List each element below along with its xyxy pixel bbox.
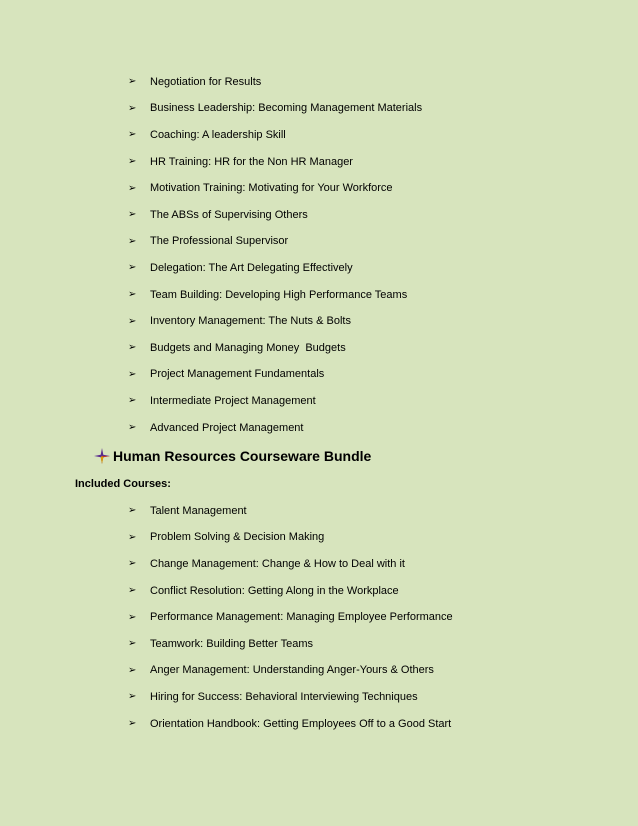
list-item-text: The ABSs of Supervising Others (150, 208, 308, 221)
list-item-text: Teamwork: Building Better Teams (150, 637, 314, 650)
list-item-text: Advanced Project Management (150, 421, 304, 434)
arrow-bullet-icon: ➢ (128, 156, 137, 168)
list-item (128, 335, 422, 362)
arrow-bullet-icon: ➢ (128, 262, 137, 274)
list-item-text: Anger Management: Understanding Anger-Yours & Others (150, 664, 434, 677)
list-item (128, 388, 422, 415)
list-item-text: Problem Solving & Decision Making (150, 531, 325, 544)
course-list-leadership (128, 69, 422, 441)
list-item-text: Project Management Fundamentals (150, 368, 325, 381)
list-item (128, 175, 422, 202)
arrow-bullet-icon: ➢ (128, 505, 137, 517)
arrow-bullet-icon: ➢ (128, 209, 137, 221)
list-item (128, 684, 453, 711)
course-list-hr (128, 498, 453, 737)
arrow-bullet-icon: ➢ (128, 129, 137, 141)
list-item (128, 578, 453, 605)
list-item-text: Change Management: Change & How to Deal with it (150, 557, 405, 570)
arrow-bullet-icon: ➢ (128, 638, 137, 650)
arrow-bullet-icon: ➢ (128, 76, 137, 88)
arrow-bullet-icon: ➢ (128, 368, 137, 380)
arrow-bullet-icon: ➢ (128, 289, 137, 301)
list-item (128, 604, 453, 631)
list-item-text: Orientation Handbook: Getting Employees Off to a Good Start (150, 717, 452, 730)
arrow-bullet-icon: ➢ (128, 422, 137, 434)
list-item-text: Negotiation for Results (150, 75, 262, 88)
list-item (128, 122, 422, 149)
list-item-text: Intermediate Project Management (150, 394, 316, 407)
list-item (128, 415, 422, 442)
list-item (128, 498, 453, 525)
list-item (128, 96, 422, 123)
list-item-text: Budgets and Managing Money Budgets (150, 341, 346, 354)
arrow-bullet-icon: ➢ (128, 315, 137, 327)
list-item-text: Conflict Resolution: Getting Along in the Workplace (150, 584, 399, 597)
arrow-bullet-icon: ➢ (128, 235, 137, 247)
arrow-bullet-icon: ➢ (128, 342, 137, 354)
list-item-text: Inventory Management: The Nuts & Bolts (150, 315, 351, 328)
list-item (128, 362, 422, 389)
list-item-text: Performance Management: Managing Employee Performance (150, 611, 453, 624)
included-courses-label: Included Courses: (75, 478, 171, 490)
list-item-text: Team Building: Developing High Performance Teams (150, 288, 408, 301)
list-item (128, 551, 453, 578)
arrow-bullet-icon: ➢ (128, 691, 137, 703)
list-item (128, 202, 422, 229)
list-item (128, 229, 422, 256)
four-point-star-icon (92, 446, 112, 466)
list-item (128, 658, 453, 685)
arrow-bullet-icon: ➢ (128, 718, 137, 730)
list-item-text: Coaching: A leadership Skill (150, 128, 286, 141)
list-item (128, 255, 422, 282)
list-item (128, 525, 453, 552)
section-title: Human Resources Courseware Bundle (113, 448, 372, 464)
arrow-bullet-icon: ➢ (128, 611, 137, 623)
section-heading (92, 446, 371, 466)
list-item (128, 631, 453, 658)
list-item (128, 711, 453, 738)
list-item-text: HR Training: HR for the Non HR Manager (150, 155, 353, 168)
list-item-text: Motivation Training: Motivating for Your Workforce (150, 182, 393, 195)
arrow-bullet-icon: ➢ (128, 395, 137, 407)
list-item-text: Hiring for Success: Behavioral Interviewing Techniques (150, 690, 418, 703)
list-item (128, 149, 422, 176)
list-item (128, 69, 422, 96)
arrow-bullet-icon: ➢ (128, 558, 137, 570)
arrow-bullet-icon: ➢ (128, 102, 137, 114)
arrow-bullet-icon: ➢ (128, 664, 137, 676)
list-item-text: Talent Management (150, 504, 247, 517)
arrow-bullet-icon: ➢ (128, 182, 137, 194)
list-item (128, 308, 422, 335)
arrow-bullet-icon: ➢ (128, 585, 137, 597)
list-item-text: Delegation: The Art Delegating Effectively (150, 261, 353, 274)
list-item (128, 282, 422, 309)
list-item-text: The Professional Supervisor (150, 235, 289, 248)
list-item-text: Business Leadership: Becoming Management Materials (150, 102, 423, 115)
arrow-bullet-icon: ➢ (128, 531, 137, 543)
